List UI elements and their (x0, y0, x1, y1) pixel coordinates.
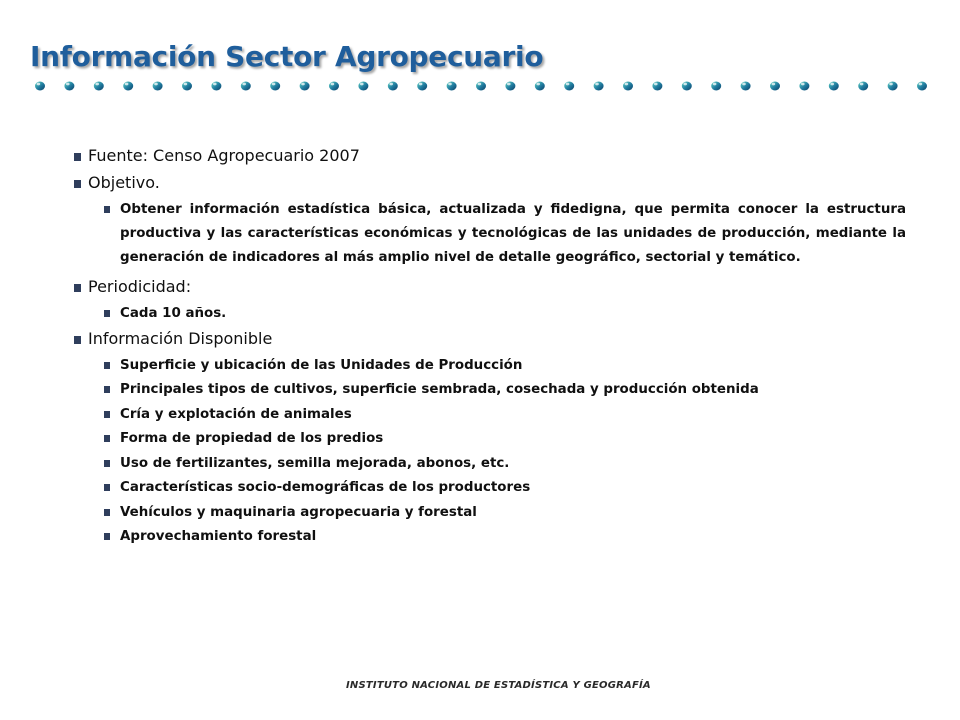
list-item-text: Forma de propiedad de los predios (120, 431, 384, 446)
square-bullet-icon (104, 435, 110, 442)
divider-dot (35, 82, 45, 91)
divider-dot (388, 82, 398, 91)
divider-dot-highlight (419, 83, 423, 86)
divider-dot-highlight (301, 83, 305, 86)
square-bullet-icon (74, 284, 81, 292)
divider-dot-highlight (595, 83, 599, 86)
periodicidad-heading: Periodicidad: (88, 277, 192, 296)
divider-dot-highlight (889, 83, 893, 86)
divider-dot (94, 82, 104, 91)
divider-dot-highlight (772, 83, 776, 86)
divider-dot-highlight (242, 83, 246, 86)
list-item-text: Vehículos y maquinaria agropecuaria y forestal (120, 504, 477, 520)
list-item (74, 403, 906, 427)
divider-dot-highlight (95, 83, 99, 86)
bullet-informacion (74, 327, 906, 351)
divider-dot-highlight (213, 83, 217, 86)
divider-dot (447, 82, 457, 91)
divider-dot (858, 82, 868, 91)
divider-dot (211, 82, 221, 91)
divider-dot (682, 82, 692, 91)
objetivo-text: Obtener información estadística básica, actualizada y fidedigna, que permita conocer la estructura productiva y las características económicas y tecnológicas de las unidades de producción, mediante la generación de indicadores al más amplio nivel de detalle geográfico, sectorial y temático. (120, 202, 906, 265)
divider-dot-highlight (830, 83, 834, 86)
bullet-periodicidad (74, 275, 906, 299)
divider-dot (564, 82, 574, 91)
divider-dot (300, 82, 310, 91)
divider-dot (535, 82, 545, 91)
list-item-text: Cría y explotación de animales (120, 406, 352, 422)
divider-dot (741, 82, 751, 91)
divider-dot (505, 82, 515, 91)
divider-dot (182, 82, 192, 91)
divider-dot-highlight (683, 83, 687, 86)
divider-dot (153, 82, 163, 91)
square-bullet-icon (74, 180, 81, 188)
divider-dot-highlight (654, 83, 658, 86)
square-bullet-icon (104, 206, 110, 213)
divider-dot-highlight (801, 83, 805, 86)
slide-body (74, 144, 906, 550)
divider-dot-highlight (448, 83, 452, 86)
divider-dot-highlight (566, 83, 570, 86)
divider-dot-highlight (389, 83, 393, 86)
divider-dot-highlight (184, 83, 188, 86)
divider-dot-highlight (154, 83, 158, 86)
divider-dot-highlight (860, 83, 864, 86)
divider-dot-highlight (66, 83, 70, 86)
divider-dot (329, 82, 339, 91)
slide-title: Información Sector Agropecuario (30, 40, 544, 73)
divider-dot (417, 82, 427, 91)
list-item-text: Aprovechamiento forestal (120, 529, 317, 544)
square-bullet-icon (104, 386, 110, 393)
bullet-fuente (74, 144, 906, 168)
list-item (74, 452, 906, 476)
informacion-list (74, 354, 906, 549)
square-bullet-icon (104, 533, 110, 540)
divider-dot (241, 82, 251, 91)
list-item-text: Características socio-demográficas de los productores (120, 480, 531, 495)
divider-dot-highlight (478, 83, 482, 86)
list-item (74, 476, 906, 500)
square-bullet-icon (74, 336, 81, 344)
square-bullet-icon (104, 509, 110, 516)
square-bullet-icon (104, 310, 110, 317)
divider-dot (594, 82, 604, 91)
divider-dot (123, 82, 133, 91)
divider-dot-highlight (742, 83, 746, 86)
list-item (74, 354, 906, 378)
periodicidad-text: Cada 10 años. (120, 306, 227, 321)
divider-dot-highlight (536, 83, 540, 86)
divider-dot (623, 82, 633, 91)
divider-dot (270, 82, 280, 91)
divider-dot (652, 82, 662, 91)
divider-dot (799, 82, 809, 91)
list-item (74, 525, 906, 549)
divider-dot-highlight (360, 83, 364, 86)
list-item (74, 427, 906, 451)
bullet-objetivo (74, 171, 906, 195)
divider-dot-highlight (625, 83, 629, 86)
divider-dot-highlight (713, 83, 717, 86)
list-item (74, 501, 906, 525)
square-bullet-icon (74, 153, 81, 161)
divider-dot-highlight (272, 83, 276, 86)
fuente-text: Fuente: Censo Agropecuario 2007 (88, 146, 360, 165)
divider-dot (476, 82, 486, 91)
divider-dot (888, 82, 898, 91)
list-item-text: Principales tipos de cultivos, superficie sembrada, cosechada y producción obtenida (120, 382, 759, 397)
footer-institution: INSTITUTO NACIONAL DE ESTADÍSTICA Y GEOGRAFÍA (346, 680, 651, 691)
divider-dot (711, 82, 721, 91)
square-bullet-icon (104, 362, 110, 369)
square-bullet-icon (104, 411, 110, 418)
square-bullet-icon (104, 484, 110, 491)
divider-dot (358, 82, 368, 91)
dotted-divider (28, 70, 938, 100)
objetivo-heading: Objetivo. (88, 173, 160, 192)
list-item (74, 378, 906, 402)
informacion-heading: Información Disponible (88, 328, 273, 348)
divider-dot (64, 82, 74, 91)
divider-dot (770, 82, 780, 91)
divider-dot-highlight (331, 83, 335, 86)
divider-dot-highlight (37, 83, 41, 86)
divider-dot-highlight (507, 83, 511, 86)
divider-dot-highlight (919, 83, 923, 86)
divider-dot (829, 82, 839, 91)
periodicidad-description (74, 302, 906, 326)
square-bullet-icon (104, 460, 110, 467)
list-item-text: Uso de fertilizantes, semilla mejorada, abonos, etc. (120, 455, 510, 471)
divider-dot (917, 82, 927, 91)
objetivo-description (74, 198, 906, 270)
divider-dot-highlight (125, 83, 129, 86)
list-item-text: Superficie y ubicación de las Unidades de Producción (120, 357, 523, 373)
